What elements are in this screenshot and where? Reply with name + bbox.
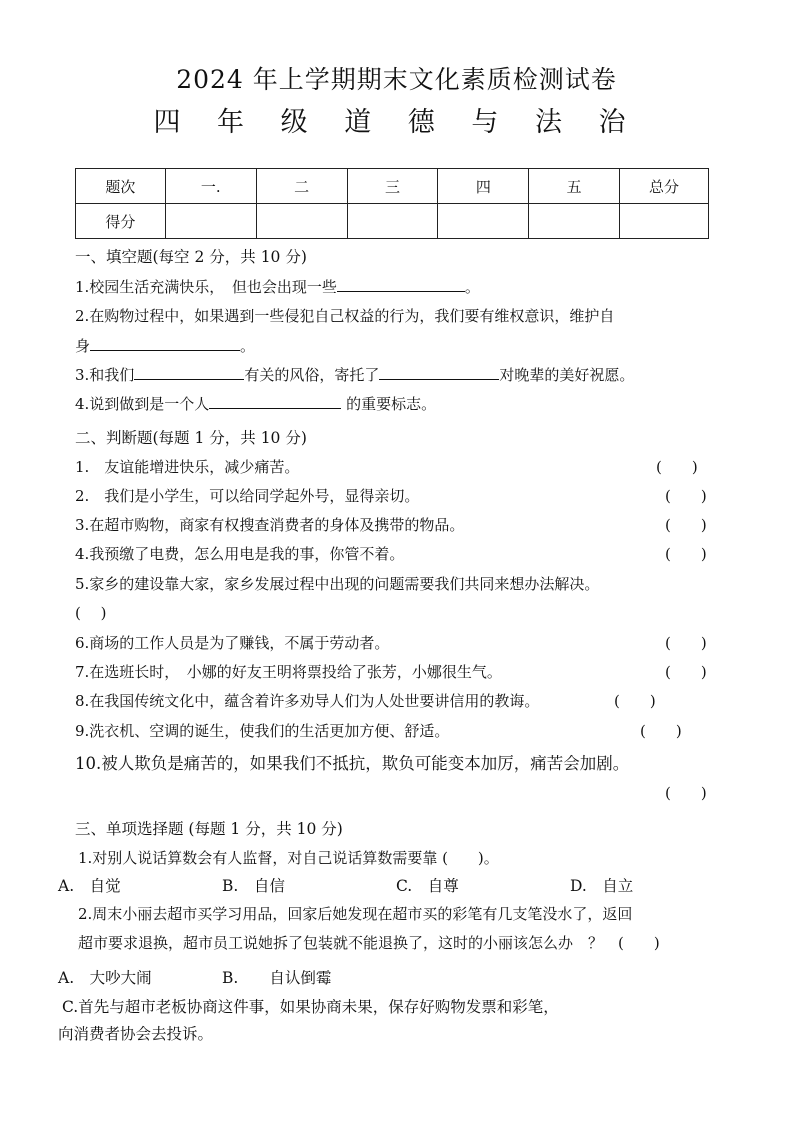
judge-question-3: 3.在超市购物，商家有权搜查消费者的身体及携带的物品。 [75, 516, 465, 534]
answer-parentheses[interactable]: ( ) [665, 784, 707, 802]
judge-question-6: 6.商场的工作人员是为了赚钱，不属于劳动者。 [75, 634, 390, 652]
score-header-cell: 总分 [620, 169, 709, 204]
question-text: 对晚辈的美好祝愿。 [499, 366, 635, 384]
answer-parentheses[interactable]: ( ) [75, 604, 107, 622]
judge-question-5: 5.家乡的建设靠大家，家乡发展过程中出现的问题需要我们共同来想办法解决。 [75, 575, 600, 593]
answer-blank[interactable] [337, 276, 465, 292]
question-text: 3.和我们 [75, 366, 135, 384]
score-header-cell: 一. [165, 169, 256, 204]
score-header-cell: 四 [438, 169, 529, 204]
score-cell[interactable] [438, 204, 529, 239]
answer-parentheses[interactable]: ( ) [614, 692, 656, 710]
answer-blank[interactable] [209, 393, 341, 409]
choice-option-c[interactable]: C. 自尊 [396, 877, 459, 895]
fill-question-3 [75, 364, 634, 385]
section2-heading: 二、判断题(每题 1 分，共 10 分) [75, 429, 307, 447]
fill-question-2-line1: 2.在购物过程中，如果遇到一些侵犯自己权益的行为，我们要有维权意识，维护自 [75, 307, 615, 325]
score-cell[interactable] [620, 204, 709, 239]
answer-parentheses[interactable]: ( ) [665, 663, 707, 681]
choice-option-b[interactable]: B. 自信 [222, 877, 285, 895]
judge-question-10: 10.被人欺负是痛苦的，如果我们不抵抗，欺负可能变本加厉，痛苦会加剧。 [75, 754, 630, 773]
section3-heading: 三、单项选择题 (每题 1 分，共 10 分) [75, 820, 343, 838]
judge-question-2: 2. 我们是小学生，可以给同学起外号，显得亲切。 [75, 487, 420, 505]
score-header-cell: 五 [529, 169, 620, 204]
question-text: 的重要标志。 [341, 395, 437, 413]
score-header-cell: 题次 [76, 169, 166, 204]
answer-parentheses[interactable]: ( ) [665, 545, 707, 563]
score-table-score-row [76, 204, 709, 239]
fill-question-4 [75, 393, 436, 414]
choice-option-d[interactable]: D. 自立 [570, 877, 634, 895]
judge-question-9: 9.洗衣机、空调的诞生，使我们的生活更加方便、舒适。 [75, 722, 450, 740]
question-text: 有关的风俗，寄托了 [244, 366, 380, 384]
fill-question-1 [75, 276, 480, 297]
score-header-cell: 二 [256, 169, 347, 204]
answer-parentheses[interactable]: ( ) [665, 487, 707, 505]
question-text: 1.校园生活充满快乐， 但也会出现一些 [75, 278, 337, 296]
question-text: 。 [464, 278, 480, 296]
judge-question-8: 8.在我国传统文化中，蕴含着许多劝导人们为人处世要讲信用的教诲。 [75, 692, 540, 710]
question-text: 身 [75, 337, 91, 355]
score-cell[interactable] [347, 204, 438, 239]
section1-heading: 一、填空题(每空 2 分，共 10 分) [75, 248, 307, 266]
score-cell[interactable] [529, 204, 620, 239]
choice-option-c-line1[interactable]: C.首先与超市老板协商这件事，如果协商未果，保存好购物发票和彩笔， [62, 998, 559, 1016]
choice-question-2-stem-line1: 2.周末小丽去超市买学习用品，回家后她发现在超市买的彩笔有几支笔没水了，返回 [78, 905, 633, 923]
score-row-label: 得分 [76, 204, 166, 239]
answer-parentheses[interactable]: ( ) [640, 722, 682, 740]
question-text: 4.说到做到是一个人 [75, 395, 210, 413]
question-text: 。 [240, 337, 256, 355]
exam-title: 2024 年上学期期末文化素质检测试卷 [176, 65, 617, 94]
answer-parentheses[interactable]: ( ) [656, 458, 698, 476]
choice-question-2-stem-line2: 超市要求退换，超市员工说她拆了包装就不能退换了，这时的小丽该怎么办 ？ ( ) [78, 934, 660, 952]
choice-option-a[interactable]: A. 大吵大闹 [58, 969, 152, 987]
judge-question-1: 1. 友谊能增进快乐，减少痛苦。 [75, 458, 300, 476]
judge-question-7: 7.在选班长时， 小娜的好友王明将票投给了张芳，小娜很生气。 [75, 663, 502, 681]
score-cell[interactable] [256, 204, 347, 239]
answer-parentheses[interactable]: ( ) [665, 634, 707, 652]
answer-parentheses[interactable]: ( ) [665, 516, 707, 534]
choice-question-1-stem: 1.对别人说话算数会有人监督，对自己说话算数需要靠 ( )。 [78, 849, 499, 867]
score-table-header-row [76, 169, 709, 204]
choice-option-c-line2[interactable]: 向消费者协会去投诉。 [58, 1025, 214, 1043]
answer-blank[interactable] [379, 364, 499, 380]
score-table [75, 168, 709, 239]
score-cell[interactable] [165, 204, 256, 239]
answer-blank[interactable] [90, 335, 240, 351]
choice-option-a[interactable]: A. 自觉 [58, 877, 121, 895]
score-header-cell: 三 [347, 169, 438, 204]
choice-option-b[interactable]: B. 自认倒霉 [222, 969, 332, 987]
fill-question-2-line2 [75, 335, 255, 356]
answer-blank[interactable] [134, 364, 244, 380]
judge-question-4: 4.我预缴了电费，怎么用电是我的事，你管不着。 [75, 545, 405, 563]
exam-subtitle: 四 年 级 道 德 与 法 治 [153, 107, 640, 138]
